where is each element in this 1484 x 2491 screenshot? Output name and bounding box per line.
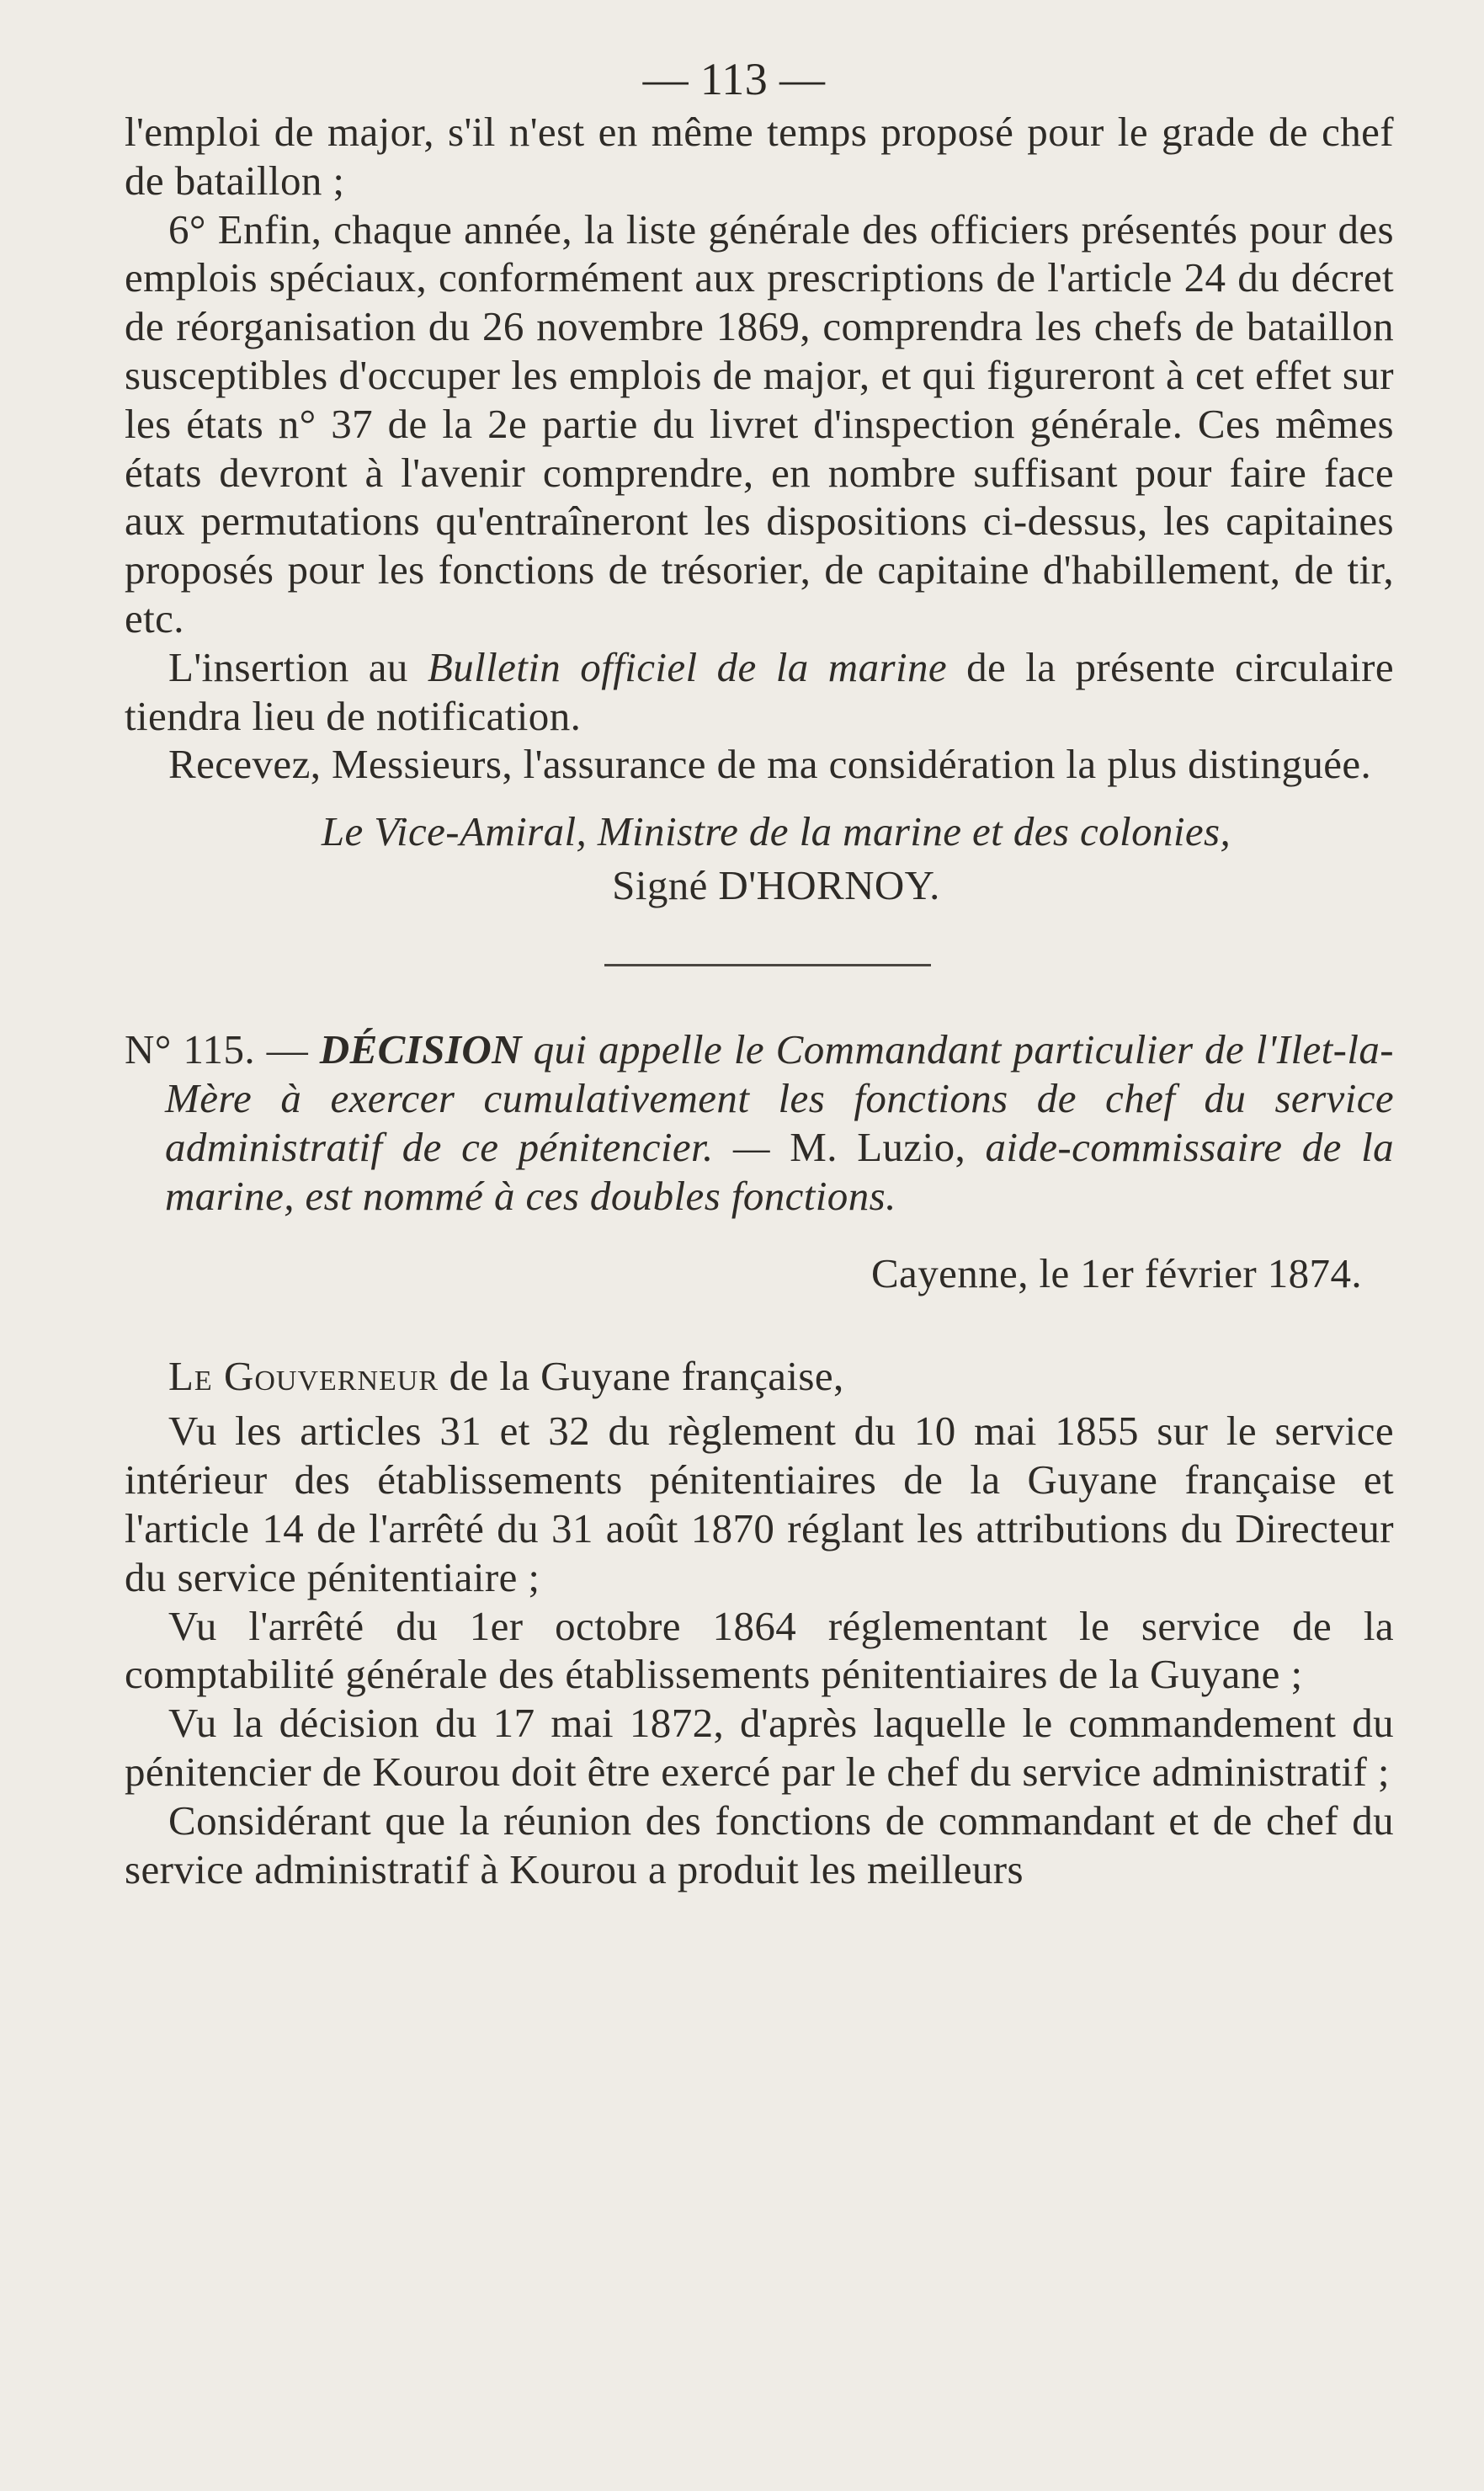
salutation-paragraph: Recevez, Messieurs, l'assurance de ma considération la plus distinguée. [168,741,1372,788]
decision-heading [125,1025,1394,1221]
bulletin-title: Bulletin officiel de la marine [427,643,948,690]
governor-rest: de la Guyane française, [439,1352,844,1399]
insertion-text-after: de la présente circulaire tiendra lieu de notification. [125,643,1394,739]
signature-title: Le Vice-Amiral, Ministre de la marine et des colonies, [321,808,1231,855]
decision-text-2: aide-commissaire de la marine, est nommé à ces doubles fonctions. [165,1123,1394,1219]
insertion-paragraph [125,643,1394,741]
consideration-paragraph-3: Vu la décision du 17 mai 1872, d'après laquelle le commandement du pénitencier de Kourou doit être exercé par le chef du service administratif ; [125,1700,1394,1795]
insertion-text-before: L'insertion au [168,643,428,690]
consideration-paragraph-2: Vu l'arrêté du 1er octobre 1864 réglementant le service de la comptabilité générale des établissements pénitentiaires de la Guyane ; [125,1602,1394,1698]
section-divider [604,964,931,966]
page-number: — 113 — [642,54,826,104]
consideration-paragraph-4: Considérant que la réunion des fonctions de commandant et de chef du service administratif à Kourou a produit les meilleurs [125,1796,1394,1892]
item-6-paragraph: 6° Enfin, chaque année, la liste générale des officiers présentés pour des emplois spéciaux, conformément aux prescriptions de l'article 24 du décret de réorganisation du 26 novembre 1869, comprendra les chefs de bataillon susceptibles d'occuper les emplois de major, et qui figureront à cet effet sur les états n° 37 de la 2e partie du livret d'inspection générale. Ces mêmes états devront à l'avenir comprendre, en nombre suffisant pour faire face aux permutations qu'entraîneront les dispositions ci-dessus, les capitaines proposés pour les fonctions de trésorier, de capitaine d'habillement, de tir, etc. [125,205,1394,641]
document-page [125,54,1394,1893]
decision-text-1: qui appelle le Commandant particulier de l'Ilet-la-Mère à exercer cumulativement les fonctions de chef du service administratif de ce pénitencier. — [165,1025,1394,1170]
consideration-paragraph-1: Vu les articles 31 et 32 du règlement du 10 mai 1855 sur le service intérieur des établissements pénitentiaires de la Guyane française et l'article 14 de l'arrêté du 31 août 1870 réglant les attributions du Directeur du service pénitentiaire ; [125,1408,1394,1600]
governor-heading [125,1352,1394,1401]
governor-title: Le Gouverneur [168,1352,439,1399]
dateline: Cayenne, le 1er février 1874. [870,1249,1362,1296]
decision-number: N° 115. — [125,1025,320,1073]
decision-label: DÉCISION [319,1025,522,1073]
continuation-paragraph: l'emploi de major, s'il n'est en même temps proposé pour le grade de chef de bataillon ; [125,109,1394,204]
signature-name: Signé D'HORNOY. [612,861,940,908]
decision-appointee: M. Luzio, [790,1123,966,1170]
